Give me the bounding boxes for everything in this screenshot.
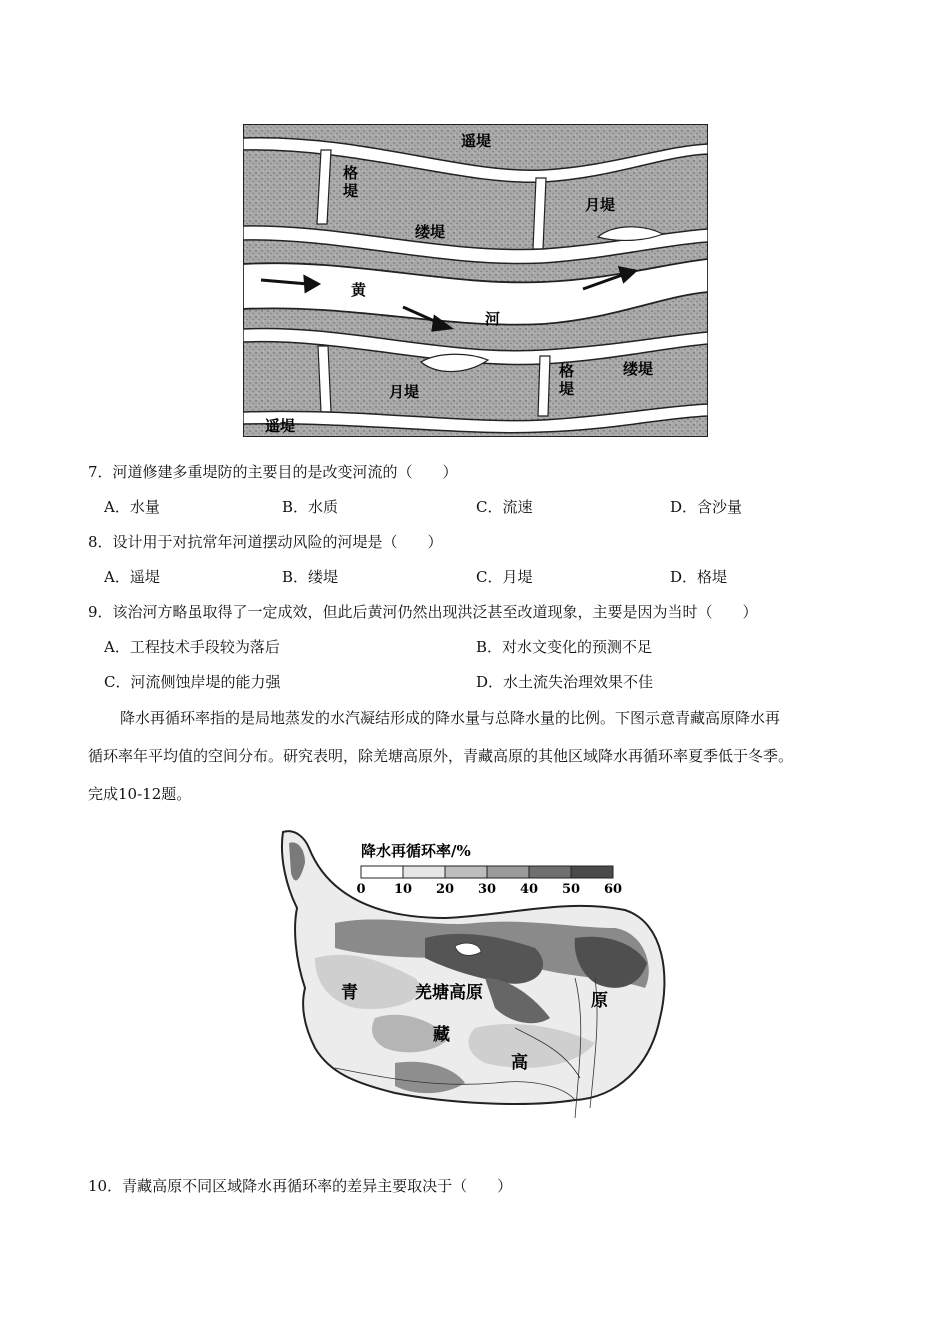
dike-diagram-svg: [243, 124, 708, 437]
question-9-option-c[interactable]: C．河流侧蚀岸堤的能力强: [104, 673, 281, 691]
question-8-stem: 8．设计用于对抗常年河道摆动风险的河堤是（ ）: [88, 533, 443, 551]
gedi-top-right-band: [533, 178, 546, 249]
legend-bar: [356, 866, 622, 897]
label-qing: 青: [341, 983, 358, 1003]
question-9-option-d[interactable]: D．水土流失治理效果不佳: [476, 673, 654, 691]
label-huang: 黄: [351, 281, 367, 299]
question-7-option-c[interactable]: C．流速: [476, 498, 533, 516]
question-8-option-c[interactable]: C．月堤: [476, 568, 533, 586]
legend-swatch: [445, 866, 487, 878]
question-9-option-b[interactable]: B．对水文变化的预测不足: [476, 638, 653, 656]
label-gedi-left-2: 堤: [343, 182, 359, 200]
label-gao: 高: [511, 1053, 528, 1073]
gedi-right-band: [538, 356, 550, 416]
legend-tick: 10: [393, 882, 413, 897]
question-9-option-a[interactable]: A．工程技术手段较为落后: [104, 638, 280, 656]
label-loudi-bottom: 缕堤: [623, 360, 654, 378]
legend-title: 降水再循环率/%: [361, 842, 471, 860]
tibet-precipitation-recycling-map: [275, 828, 675, 1153]
legend-tick: 0: [356, 882, 366, 897]
question-10-stem: 10．青藏高原不同区域降水再循环率的差异主要取决于（ ）: [88, 1177, 513, 1195]
question-8-option-a[interactable]: A．遥堤: [104, 568, 160, 586]
label-qiangtang: 羌塘高原: [415, 983, 483, 1003]
question-7-stem: 7．河道修建多重堤防的主要目的是改变河流的（ ）: [88, 463, 458, 481]
label-gedi-right-2: 堤: [559, 380, 575, 398]
label-yaodi-top: 遥堤: [461, 132, 492, 150]
label-yuan: 原: [591, 991, 608, 1011]
legend-swatch: [487, 866, 529, 878]
label-gedi-left-1: 格: [343, 164, 359, 182]
label-yuedi-top: 月堤: [585, 196, 616, 214]
tibet-map-svg: [275, 828, 675, 1153]
label-yaodi-bottom: 遥堤: [265, 417, 296, 435]
legend-tick: 20: [435, 882, 455, 897]
legend-tick: 30: [477, 882, 497, 897]
question-7-option-d[interactable]: D．含沙量: [670, 498, 743, 516]
legend-swatch: [361, 866, 403, 878]
legend-swatch: [403, 866, 445, 878]
question-7-option-a[interactable]: A．水量: [104, 498, 160, 516]
label-yuedi-bottom: 月堤: [389, 383, 420, 401]
label-he: 河: [485, 310, 501, 328]
legend-tick: 60: [603, 882, 623, 897]
yellow-river-dike-diagram: [243, 124, 708, 437]
legend-swatch: [571, 866, 613, 878]
legend-swatch: [529, 866, 571, 878]
gedi-bottom-left-band: [318, 346, 331, 412]
passage-line-2: 循环率年平均值的空间分布。研究表明，除羌塘高原外，青藏高原的其他区域降水再循环率夏季低于冬季。: [88, 747, 794, 765]
question-7-option-b[interactable]: B．水质: [282, 498, 339, 516]
label-loudi-top: 缕堤: [415, 223, 446, 241]
question-8-option-b[interactable]: B．缕堤: [282, 568, 339, 586]
label-zang: 藏: [433, 1025, 450, 1045]
question-9-stem: 9．该治河方略虽取得了一定成效，但此后黄河仍然出现洪泛甚至改道现象，主要是因为当时（ ）: [88, 603, 758, 621]
legend-tick: 50: [561, 882, 581, 897]
label-gedi-right-1: 格: [559, 362, 575, 380]
legend-tick: 40: [519, 882, 539, 897]
passage-line-1: 降水再循环率指的是局地蒸发的水汽凝结形成的降水量与总降水量的比例。下图示意青藏高原降水再: [120, 709, 781, 727]
passage-line-3: 完成10-12题。: [88, 785, 192, 803]
question-8-option-d[interactable]: D．格堤: [670, 568, 728, 586]
